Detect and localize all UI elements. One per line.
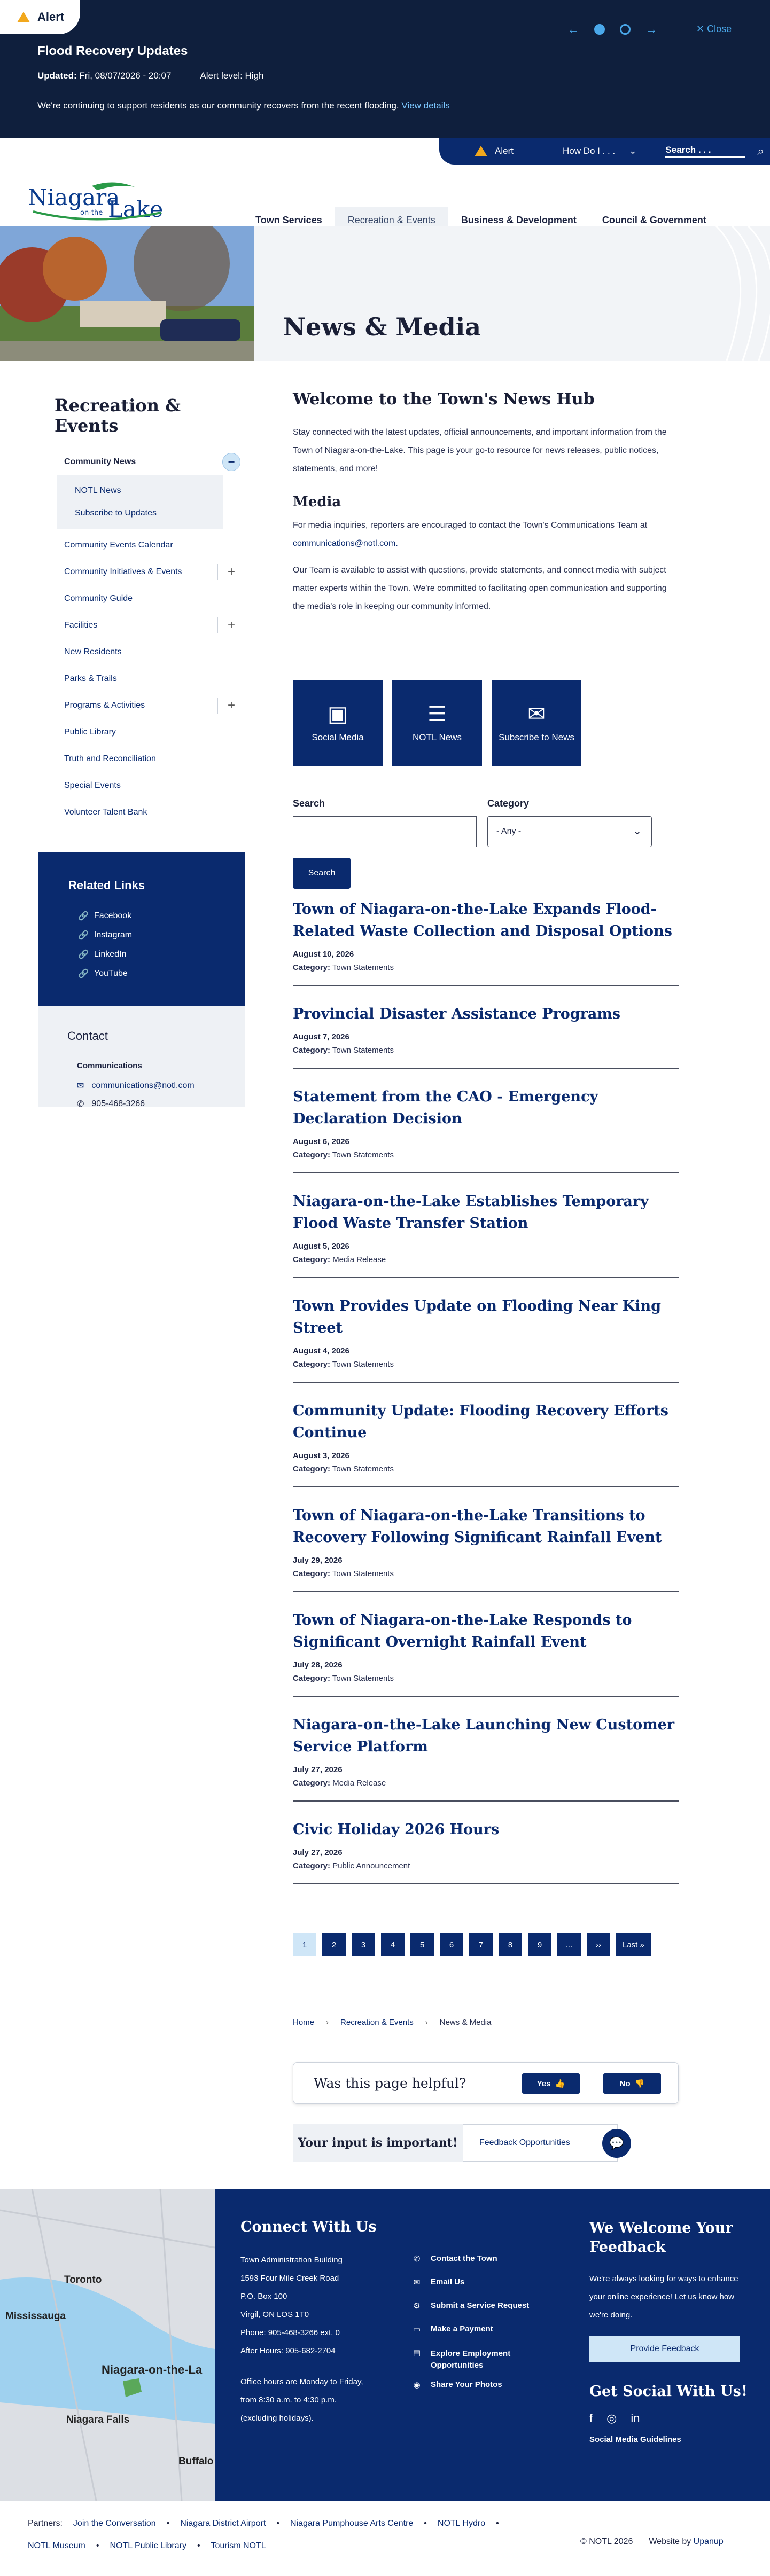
mail-icon: ✉ — [413, 2278, 421, 2287]
tile-notl-news[interactable] — [392, 680, 482, 766]
carousel-dot-2[interactable] — [620, 24, 631, 35]
tile-label: Social Media — [312, 732, 364, 742]
separator-dot: • — [166, 2519, 170, 2528]
thumbs-down-icon: 👎 — [634, 2079, 645, 2088]
sidebar-item-label: New Residents — [64, 647, 122, 656]
category-value: Town Statements — [332, 1360, 394, 1369]
related-link-label: LinkedIn — [94, 950, 127, 959]
footer-link-email[interactable] — [411, 2275, 532, 2299]
warning-icon — [17, 12, 30, 22]
sidebar-item-label: Programs & Activities — [64, 701, 145, 710]
page-link[interactable]: 7 — [469, 1933, 493, 1956]
tile-social-media[interactable] — [293, 680, 383, 766]
news-date: July 28, 2026 — [293, 1661, 343, 1670]
media-email-link[interactable]: communications@notl.com. — [293, 539, 398, 548]
news-search-input[interactable] — [293, 816, 477, 847]
news-category — [293, 1569, 679, 1578]
news-date: July 27, 2026 — [293, 1848, 343, 1857]
alert-close-label: Close — [707, 24, 732, 34]
address-line: P.O. Box 100 — [240, 2292, 287, 2301]
related-links-title: Related Links — [68, 879, 145, 892]
utility-alert-label: Alert — [495, 146, 514, 156]
category-label: Category: — [293, 1360, 331, 1369]
hero-photo — [0, 226, 254, 361]
copyright-text: © NOTL 2026 — [580, 2537, 633, 2546]
related-link-youtube[interactable] — [68, 964, 245, 983]
yes-label: Yes — [536, 2079, 551, 2088]
contact-email-link[interactable] — [77, 1077, 245, 1095]
contact-name: Communications — [77, 1061, 142, 1070]
news-item — [293, 1818, 679, 1884]
arrow-right-icon[interactable]: → — [645, 22, 657, 36]
category-label: Category: — [293, 1569, 331, 1578]
news-title-link[interactable]: Community Update: Flooding Recovery Efforts Continue — [293, 1403, 668, 1441]
alert-message-text: We're continuing to support residents as our community recovers from the recent flooding. — [37, 100, 399, 111]
contact-panel — [38, 1006, 245, 1107]
warning-icon — [475, 146, 487, 156]
how-do-i-label: How Do I . . . — [562, 146, 616, 156]
breadcrumb-home[interactable]: Home — [293, 2018, 315, 2027]
separator-dot: • — [96, 2541, 99, 2550]
utility-bar — [439, 138, 770, 165]
news-title-link[interactable]: Niagara-on-the-Lake Establishes Temporary Flood Waste Transfer Station — [293, 1193, 649, 1232]
collapse-icon[interactable]: − — [222, 453, 240, 471]
feedback-prompt: Your input is important! — [293, 2124, 463, 2162]
card-icon: ▭ — [413, 2325, 421, 2334]
category-label: Category: — [293, 1861, 331, 1870]
footer-link-label: Make a Payment — [431, 2324, 493, 2334]
partner-link[interactable]: Tourism NOTL — [211, 2541, 266, 2550]
copyright — [580, 2537, 724, 2547]
news-title-link[interactable]: Statement from the CAO - Emergency Declaration Decision — [293, 1089, 598, 1127]
hours-line: (excluding holidays). — [240, 2414, 314, 2423]
media-text: For media inquiries, reporters are encouraged to contact the Town's Communications Team at — [293, 521, 648, 530]
page-title: News & Media — [283, 312, 481, 341]
sidebar-items — [38, 532, 245, 826]
search-button[interactable]: Search — [293, 858, 351, 889]
photos-icon: ▣ — [328, 702, 348, 726]
nav-business-development[interactable]: Business & Development — [461, 215, 577, 225]
helpful-yes-button[interactable] — [522, 2073, 580, 2094]
news-category — [293, 1360, 679, 1369]
alert-carousel-controls — [567, 22, 657, 36]
page-link[interactable]: 4 — [381, 1933, 405, 1956]
page-link[interactable]: ... — [557, 1933, 581, 1956]
media-paragraph-2: Our Team is available to assist with questions, provide statements, and connect media with subject matter experts within the Town. We're committed to facilitating open communication and supporting the media's role in keeping our community informed. — [293, 566, 667, 611]
site-footer — [0, 2189, 770, 2501]
category-value: Town Statements — [332, 1569, 394, 1578]
tile-subscribe[interactable] — [492, 680, 581, 766]
footer-feedback-text: We're always looking for ways to enhance your online experience! Let us know how we're doing. — [589, 2274, 738, 2320]
map-graphic — [0, 2189, 215, 2501]
alert-view-details-link[interactable]: View details — [401, 100, 450, 111]
arrow-left-icon[interactable]: ← — [567, 22, 579, 36]
news-title-link[interactable]: Town of Niagara-on-the-Lake Expands Flood-Related Waste Collection and Disposal Options — [293, 901, 672, 939]
news-title-link[interactable]: Town of Niagara-on-the-Lake Transitions to Recovery Following Significant Rainfall Event — [293, 1507, 662, 1546]
sidebar-item-label: Community Events Calendar — [64, 541, 173, 550]
footer-link-service-request[interactable] — [411, 2299, 532, 2322]
news-title-link[interactable]: Niagara-on-the-Lake Launching New Customer Service Platform — [293, 1717, 675, 1755]
partners-list — [28, 2519, 541, 2551]
helpful-no-button[interactable] — [603, 2073, 661, 2094]
footer-link-employment[interactable] — [411, 2346, 532, 2378]
sidebar-subitem-subscribe[interactable]: Subscribe to Updates — [75, 508, 157, 518]
category-label: Category: — [293, 1779, 331, 1788]
chevron-right-icon: › — [326, 2018, 329, 2027]
map-label-toronto: Toronto — [64, 2274, 102, 2285]
news-category — [293, 1046, 679, 1055]
sidebar-title: Recreation & Events — [55, 395, 181, 436]
news-date: August 10, 2026 — [293, 950, 354, 959]
address-line: Virgil, ON LOS 1T0 — [240, 2310, 309, 2319]
search-icon[interactable]: ⌕ — [757, 144, 764, 158]
news-date: July 27, 2026 — [293, 1765, 343, 1774]
page-link[interactable]: 9 — [528, 1933, 551, 1956]
category-label: Category: — [293, 1150, 331, 1160]
category-label: Category: — [293, 1046, 331, 1055]
alert-title: Flood Recovery Updates — [37, 44, 188, 58]
category-value: Town Statements — [332, 1046, 394, 1055]
breadcrumb-current: News & Media — [439, 2018, 492, 2027]
notl-logo[interactable] — [28, 179, 167, 222]
news-category — [293, 963, 679, 972]
level-label: Alert level: — [200, 71, 243, 81]
sidebar-item[interactable] — [38, 772, 245, 799]
footer-link-label: Email Us — [431, 2277, 465, 2287]
news-item — [293, 1608, 679, 1697]
page-link[interactable]: 6 — [440, 1933, 463, 1956]
news-item — [293, 1504, 679, 1592]
separator-dot: • — [197, 2541, 200, 2550]
related-link-facebook[interactable] — [68, 906, 245, 926]
category-label: Category: — [293, 1674, 331, 1683]
category-value: Media Release — [332, 1779, 386, 1788]
news-title-link[interactable]: Town Provides Update on Flooding Near King Street — [293, 1298, 662, 1336]
sidebar-item[interactable] — [38, 746, 245, 772]
related-link-label: Facebook — [94, 911, 132, 920]
news-date: August 4, 2026 — [293, 1346, 349, 1356]
category-select[interactable] — [487, 816, 652, 847]
news-item — [293, 1002, 679, 1069]
phone-line[interactable]: Phone: 905-468-3266 ext. 0 — [240, 2328, 340, 2337]
footer-link-photos[interactable] — [411, 2378, 532, 2401]
category-selected: - Any - — [496, 827, 522, 836]
sidebar-item-label: Volunteer Talent Bank — [64, 808, 147, 817]
footer-bottom — [0, 2501, 770, 2576]
how-do-i-dropdown[interactable] — [563, 146, 637, 156]
camera-icon: ◉ — [413, 2381, 421, 2390]
alert-meta — [37, 71, 264, 81]
footer-link-label: Share Your Photos — [431, 2380, 502, 2389]
sidebar-item[interactable] — [38, 612, 245, 639]
website-by-label: Website by — [649, 2537, 691, 2546]
footer-quick-links — [411, 2252, 532, 2401]
page-link[interactable]: ›› — [587, 1933, 610, 1956]
news-category — [293, 1779, 679, 1788]
footer-link-label: Explore Employment Opportunities — [431, 2349, 511, 2370]
page-link[interactable]: 2 — [322, 1933, 346, 1956]
tile-label: Subscribe to News — [499, 732, 574, 742]
envelope-icon: ✉ — [527, 702, 546, 726]
breadcrumb — [293, 2018, 491, 2027]
sidebar-item[interactable] — [38, 532, 245, 559]
office-hours — [240, 2373, 377, 2428]
partner-link[interactable]: NOTL Museum — [28, 2541, 85, 2550]
news-item — [293, 1189, 679, 1278]
partners-label: Partners: — [28, 2519, 63, 2528]
page-link[interactable]: Last » — [616, 1933, 651, 1956]
news-list — [293, 897, 679, 1900]
linkedin-icon[interactable]: in — [631, 2411, 640, 2425]
sidebar-item-label: Community Initiatives & Events — [64, 567, 182, 576]
chevron-down-icon: ⌄ — [633, 825, 642, 837]
news-category — [293, 1465, 679, 1474]
chat-bubble-icon: 💬 — [602, 2129, 631, 2158]
nav-council-government[interactable]: Council & Government — [602, 215, 706, 225]
facebook-icon[interactable]: f — [589, 2411, 593, 2425]
related-link-label: Instagram — [94, 930, 133, 939]
sidebar-subitem-notl-news[interactable]: NOTL News — [75, 486, 121, 495]
briefcase-icon: ▤ — [413, 2348, 421, 2358]
media-heading: Media — [293, 494, 341, 510]
partner-link[interactable]: Join the Conversation — [73, 2519, 156, 2528]
category-value: Town Statements — [332, 1150, 394, 1160]
map-label-notl: Niagara-on-the-La — [102, 2363, 203, 2376]
mail-icon: ✉ — [77, 1082, 84, 1091]
alert-tab — [0, 0, 80, 34]
nav-town-services[interactable]: Town Services — [255, 215, 322, 225]
sidebar-item[interactable] — [38, 799, 245, 826]
sidebar-submenu — [57, 475, 223, 529]
news-category — [293, 1674, 679, 1683]
logo-line3: Lake — [108, 196, 164, 222]
link-icon: 🔗 — [78, 950, 89, 959]
sidebar-item-community-news[interactable] — [38, 449, 245, 475]
footer-feedback — [589, 2219, 750, 2444]
phone-icon: ✆ — [77, 1100, 84, 1109]
site-header — [0, 165, 770, 226]
page-link[interactable]: 3 — [352, 1933, 375, 1956]
search-input[interactable]: Search . . . — [665, 145, 745, 158]
sidebar-item[interactable] — [38, 719, 245, 746]
news-date: August 7, 2026 — [293, 1032, 349, 1042]
partner-link[interactable]: NOTL Public Library — [110, 2541, 186, 2550]
separator-dot: • — [424, 2519, 427, 2528]
related-link-label: YouTube — [94, 969, 128, 978]
footer-connect — [240, 2219, 377, 2428]
footer-social-title: Get Social With Us! — [589, 2383, 748, 2400]
section-sidebar — [38, 395, 245, 826]
sidebar-item-label: Special Events — [64, 781, 121, 790]
sidebar-item-label: Parks & Trails — [64, 674, 117, 683]
site-alert-banner — [0, 0, 770, 138]
intro-paragraph: Stay connected with the latest updates, official announcements, and important information from the Town of Niagara-on-the-Lake. This page is your go-to resource for news releases, public notices, statements, and more! — [293, 428, 667, 473]
sidebar-item-label: Community News — [64, 457, 136, 466]
page-current[interactable]: 1 — [293, 1933, 316, 1956]
chevron-down-icon: ⌄ — [629, 146, 637, 156]
quick-tiles — [293, 680, 581, 766]
instagram-icon[interactable]: ◎ — [606, 2411, 617, 2425]
partner-link[interactable]: Niagara Pumphouse Arts Centre — [290, 2519, 414, 2528]
decorative-lines — [695, 226, 770, 361]
news-category — [293, 1150, 679, 1160]
carousel-dot-1[interactable] — [594, 24, 605, 35]
contact-phone[interactable] — [77, 1095, 245, 1113]
category-label: Category: — [293, 1255, 331, 1264]
sidebar-item[interactable] — [38, 585, 245, 612]
news-date: August 5, 2026 — [293, 1242, 349, 1251]
news-item — [293, 1713, 679, 1802]
category-label: Category — [487, 798, 530, 809]
sidebar-item[interactable] — [38, 665, 245, 692]
nav-recreation-events[interactable]: Recreation & Events — [335, 207, 448, 233]
sidebar-item-label: Public Library — [64, 727, 116, 737]
category-label: Category: — [293, 963, 331, 972]
map-label-mississauga: Mississauga — [5, 2311, 66, 2322]
category-value: Media Release — [332, 1255, 386, 1264]
contact-email: communications@notl.com — [91, 1081, 195, 1090]
category-value: Public Announcement — [332, 1861, 410, 1870]
pagination — [293, 1933, 651, 1956]
chevron-right-icon: › — [425, 2018, 428, 2027]
news-title-link[interactable]: Town of Niagara-on-the-Lake Responds to Significant Overnight Rainfall Event — [293, 1612, 632, 1650]
news-date: August 3, 2026 — [293, 1451, 349, 1460]
expand-plus-icon[interactable]: + — [227, 698, 235, 712]
contact-phone-number: 905-468-3266 — [91, 1099, 145, 1108]
updated-label: Updated: — [37, 71, 77, 81]
news-item — [293, 1399, 679, 1487]
address-line: Town Administration Building — [240, 2256, 343, 2265]
expand-plus-icon[interactable]: + — [227, 565, 235, 579]
news-title-link[interactable]: Provincial Disaster Assistance Programs — [293, 1006, 621, 1022]
related-link-instagram[interactable] — [68, 926, 245, 945]
gear-icon: ⚙ — [413, 2301, 421, 2311]
logo-line2: on-the — [80, 209, 103, 217]
updated-value: Fri, 08/07/2026 - 20:07 — [79, 71, 172, 81]
sidebar-item[interactable] — [38, 639, 245, 665]
category-value: Town Statements — [332, 1465, 394, 1474]
footer-link-label: Contact the Town — [431, 2254, 497, 2263]
page-link[interactable]: 5 — [410, 1933, 434, 1956]
helpful-question: Was this page helpful? — [314, 2075, 466, 2091]
level-value: High — [245, 71, 264, 81]
after-hours-line[interactable]: After Hours: 905-682-2704 — [240, 2346, 336, 2355]
link-icon: 🔗 — [78, 912, 89, 921]
map-label-niagara-falls: Niagara Falls — [66, 2414, 130, 2425]
search-label: Search — [293, 798, 325, 809]
news-item — [293, 1085, 679, 1173]
category-label: Category: — [293, 1465, 331, 1474]
alert-close-button[interactable]: ✕ Close — [696, 24, 732, 34]
sidebar-item[interactable] — [38, 692, 245, 719]
tile-label: NOTL News — [413, 732, 462, 742]
page-hero — [0, 226, 770, 361]
news-item — [293, 1294, 679, 1383]
alert-tab-label: Alert — [37, 10, 65, 24]
footer-link-contact[interactable] — [411, 2252, 532, 2275]
page-helpful-widget — [293, 2062, 679, 2104]
news-category — [293, 1255, 679, 1264]
social-guidelines-link[interactable]: Social Media Guidelines — [589, 2435, 681, 2444]
link-icon: 🔗 — [78, 969, 89, 978]
sidebar-item-label: Facilities — [64, 621, 98, 630]
newspaper-icon: ☰ — [427, 702, 447, 726]
sidebar-item-label: Truth and Reconciliation — [64, 754, 156, 763]
news-item — [293, 897, 679, 986]
sidebar-item[interactable] — [38, 559, 245, 585]
logo-line1: Niagara — [28, 184, 120, 210]
no-label: No — [619, 2079, 631, 2088]
feedback-link-label: Feedback Opportunities — [479, 2138, 570, 2147]
news-date: July 29, 2026 — [293, 1556, 343, 1565]
feedback-opportunities-link[interactable] — [463, 2124, 624, 2162]
page-link[interactable]: 8 — [499, 1933, 522, 1956]
contact-title: Contact — [67, 1029, 108, 1043]
category-value: Town Statements — [332, 963, 394, 972]
expand-plus-icon[interactable]: + — [227, 618, 235, 632]
thumbs-up-icon: 👍 — [555, 2079, 565, 2088]
address-line: 1593 Four Mile Creek Road — [240, 2274, 339, 2283]
footer-link-payment[interactable] — [411, 2322, 532, 2346]
media-paragraph-1 — [293, 516, 679, 553]
provide-feedback-button[interactable]: Provide Feedback — [589, 2336, 740, 2362]
partner-link[interactable]: NOTL Hydro — [437, 2519, 486, 2528]
footer-link-label: Submit a Service Request — [431, 2301, 530, 2310]
separator-dot: • — [276, 2519, 279, 2528]
main-heading: Welcome to the Town's News Hub — [293, 390, 595, 409]
agency-link[interactable]: Upanup — [693, 2537, 724, 2546]
utility-alert-button[interactable] — [475, 146, 514, 156]
news-title-link[interactable]: Civic Holiday 2026 Hours — [293, 1821, 500, 1838]
map-label-buffalo: Buffalo — [178, 2456, 214, 2467]
phone-icon: ✆ — [413, 2254, 421, 2264]
hours-line: Office hours are Monday to Friday, — [240, 2377, 363, 2386]
alert-message — [37, 100, 450, 111]
news-category — [293, 1861, 679, 1870]
separator-dot: • — [496, 2519, 499, 2528]
social-icons — [589, 2411, 750, 2425]
link-icon: 🔗 — [78, 931, 89, 940]
category-value: Town Statements — [332, 1674, 394, 1683]
partner-link[interactable]: Niagara District Airport — [180, 2519, 266, 2528]
breadcrumb-recreation[interactable]: Recreation & Events — [340, 2018, 414, 2027]
sidebar-item-label: Community Guide — [64, 594, 133, 603]
main-content — [293, 390, 679, 616]
news-date: August 6, 2026 — [293, 1137, 349, 1146]
related-links-panel — [38, 852, 245, 1006]
footer-feedback-title: We Welcome Your Feedback — [589, 2220, 733, 2256]
hours-line: from 8:30 a.m. to 4:30 p.m. — [240, 2395, 337, 2405]
feedback-widget — [293, 2124, 624, 2162]
footer-connect-title: Connect With Us — [240, 2219, 377, 2235]
location-map[interactable] — [0, 2189, 215, 2501]
related-link-linkedin[interactable] — [68, 945, 245, 964]
